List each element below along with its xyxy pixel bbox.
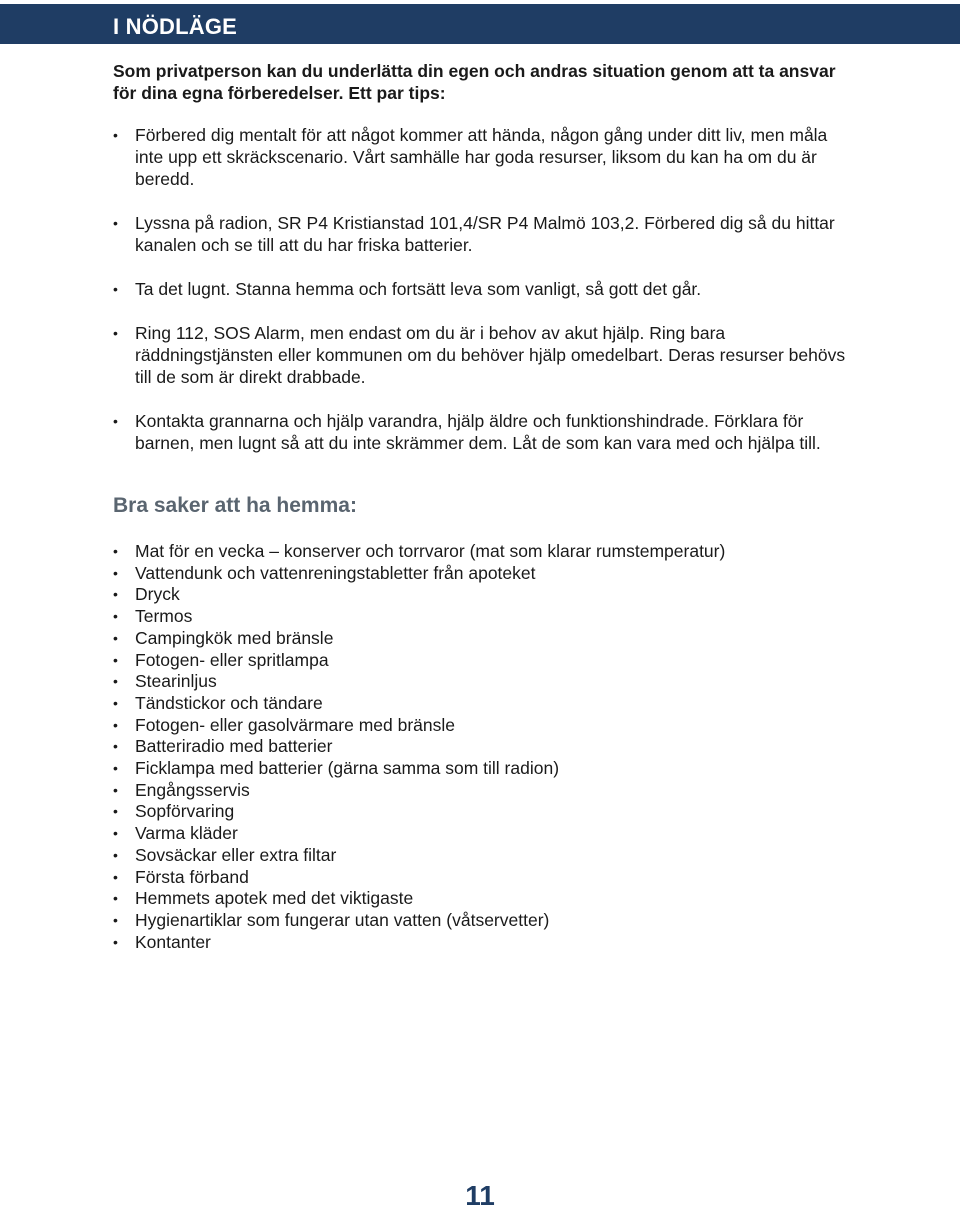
bullet-icon: • bbox=[113, 127, 118, 143]
tip-item bbox=[113, 278, 848, 300]
item-text: Stearinljus bbox=[135, 671, 217, 692]
tip-text: Ring 112, SOS Alarm, men endast om du är i behov av akut hjälp. Ring bara räddningstjänsten eller kommunen om du behöver hjälp omedelbart. Deras resurser behövs till de som är direkt drabbade. bbox=[135, 323, 846, 387]
list-item bbox=[113, 671, 848, 693]
bullet-icon: • bbox=[113, 564, 118, 581]
item-text: Hemmets apotek med det viktigaste bbox=[135, 888, 414, 909]
bullet-icon: • bbox=[113, 586, 118, 603]
bullet-icon: • bbox=[113, 543, 118, 559]
bullet-icon: • bbox=[113, 651, 118, 668]
tip-item bbox=[113, 410, 848, 454]
list-item bbox=[113, 584, 848, 606]
bullet-icon: • bbox=[113, 215, 118, 231]
bullet-icon: • bbox=[113, 911, 118, 928]
bullet-icon: • bbox=[113, 781, 118, 798]
content bbox=[113, 60, 848, 953]
bullet-icon: • bbox=[113, 325, 118, 341]
tip-text: Kontakta grannarna och hjälp varandra, hjälp äldre och funktionshindrade. Förklara för barnen, men lugnt så att du inte skrämmer dem. Låt de som kan vara med och hjälpa till. bbox=[135, 411, 821, 453]
list-item bbox=[113, 801, 848, 823]
item-text: Kontanter bbox=[135, 931, 211, 952]
item-text: Sovsäckar eller extra filtar bbox=[135, 844, 337, 865]
item-text: Fotogen- eller spritlampa bbox=[135, 649, 329, 670]
tip-item bbox=[113, 124, 848, 190]
section-heading: Bra saker att ha hemma: bbox=[113, 494, 357, 517]
bullet-icon: • bbox=[113, 413, 118, 429]
item-text: Hygienartiklar som fungerar utan vatten (våtservetter) bbox=[135, 909, 550, 930]
bullet-icon: • bbox=[113, 933, 118, 950]
page-number: 11 bbox=[465, 1180, 495, 1211]
item-text: Batteriradio med batterier bbox=[135, 736, 333, 757]
item-text: Engångsservis bbox=[135, 779, 250, 800]
item-text: Sopförvaring bbox=[135, 801, 235, 822]
list-item bbox=[113, 758, 848, 780]
tips-list bbox=[113, 124, 848, 454]
tip-text: Ta det lugnt. Stanna hemma och fortsätt leva som vanligt, så gott det går. bbox=[135, 279, 702, 299]
bullet-icon: • bbox=[113, 716, 118, 733]
bullet-icon: • bbox=[113, 868, 118, 885]
list-item bbox=[113, 541, 848, 563]
item-text: Dryck bbox=[135, 584, 180, 605]
item-text: Tändstickor och tändare bbox=[135, 692, 323, 713]
list-item bbox=[113, 780, 848, 802]
list-item bbox=[113, 715, 848, 737]
bullet-icon: • bbox=[113, 738, 118, 755]
list-item bbox=[113, 867, 848, 889]
bullet-icon: • bbox=[113, 673, 118, 690]
item-text: Campingkök med bränsle bbox=[135, 627, 334, 648]
bullet-icon: • bbox=[113, 760, 118, 777]
page-title: I NÖDLÄGE bbox=[113, 14, 238, 39]
list-item bbox=[113, 845, 848, 867]
supplies-list bbox=[113, 541, 848, 953]
item-text: Varma kläder bbox=[135, 823, 238, 844]
list-item bbox=[113, 650, 848, 672]
item-text: Vattendunk och vattenreningstabletter från apoteket bbox=[135, 562, 536, 583]
list-item bbox=[113, 628, 848, 650]
tip-item bbox=[113, 322, 848, 388]
tip-text: Lyssna på radion, SR P4 Kristianstad 101,4/SR P4 Malmö 103,2. Förbered dig så du hittar kanalen och se till att du har friska batterier. bbox=[135, 213, 835, 255]
tip-item bbox=[113, 212, 848, 256]
header-bar bbox=[0, 4, 960, 44]
bullet-icon: • bbox=[113, 890, 118, 907]
list-item bbox=[113, 823, 848, 845]
bullet-icon: • bbox=[113, 629, 118, 646]
intro-paragraph: Som privatperson kan du underlätta din egen och andras situation genom att ta ansvar för dina egna förberedelser. Ett par tips: bbox=[113, 61, 836, 103]
tip-text: Förbered dig mentalt för att något kommer att hända, någon gång under ditt liv, men måla inte upp ett skräckscenario. Vårt samhälle har goda resurser, liksom du kan ha om du är beredd. bbox=[135, 125, 828, 189]
bullet-icon: • bbox=[113, 694, 118, 711]
bullet-icon: • bbox=[113, 825, 118, 842]
item-text: Ficklampa med batterier (gärna samma som till radion) bbox=[135, 758, 560, 779]
item-text: Första förband bbox=[135, 866, 249, 887]
bullet-icon: • bbox=[113, 608, 118, 625]
list-item bbox=[113, 563, 848, 585]
bullet-icon: • bbox=[113, 281, 118, 297]
list-item bbox=[113, 910, 848, 932]
list-item bbox=[113, 606, 848, 628]
bullet-icon: • bbox=[113, 803, 118, 820]
item-text: Mat för en vecka – konserver och torrvaror (mat som klarar rumstemperatur) bbox=[135, 541, 726, 561]
list-item bbox=[113, 693, 848, 715]
bullet-icon: • bbox=[113, 846, 118, 863]
list-item bbox=[113, 932, 848, 954]
list-item bbox=[113, 888, 848, 910]
item-text: Fotogen- eller gasolvärmare med bränsle bbox=[135, 714, 456, 735]
list-item bbox=[113, 736, 848, 758]
item-text: Termos bbox=[135, 606, 193, 627]
